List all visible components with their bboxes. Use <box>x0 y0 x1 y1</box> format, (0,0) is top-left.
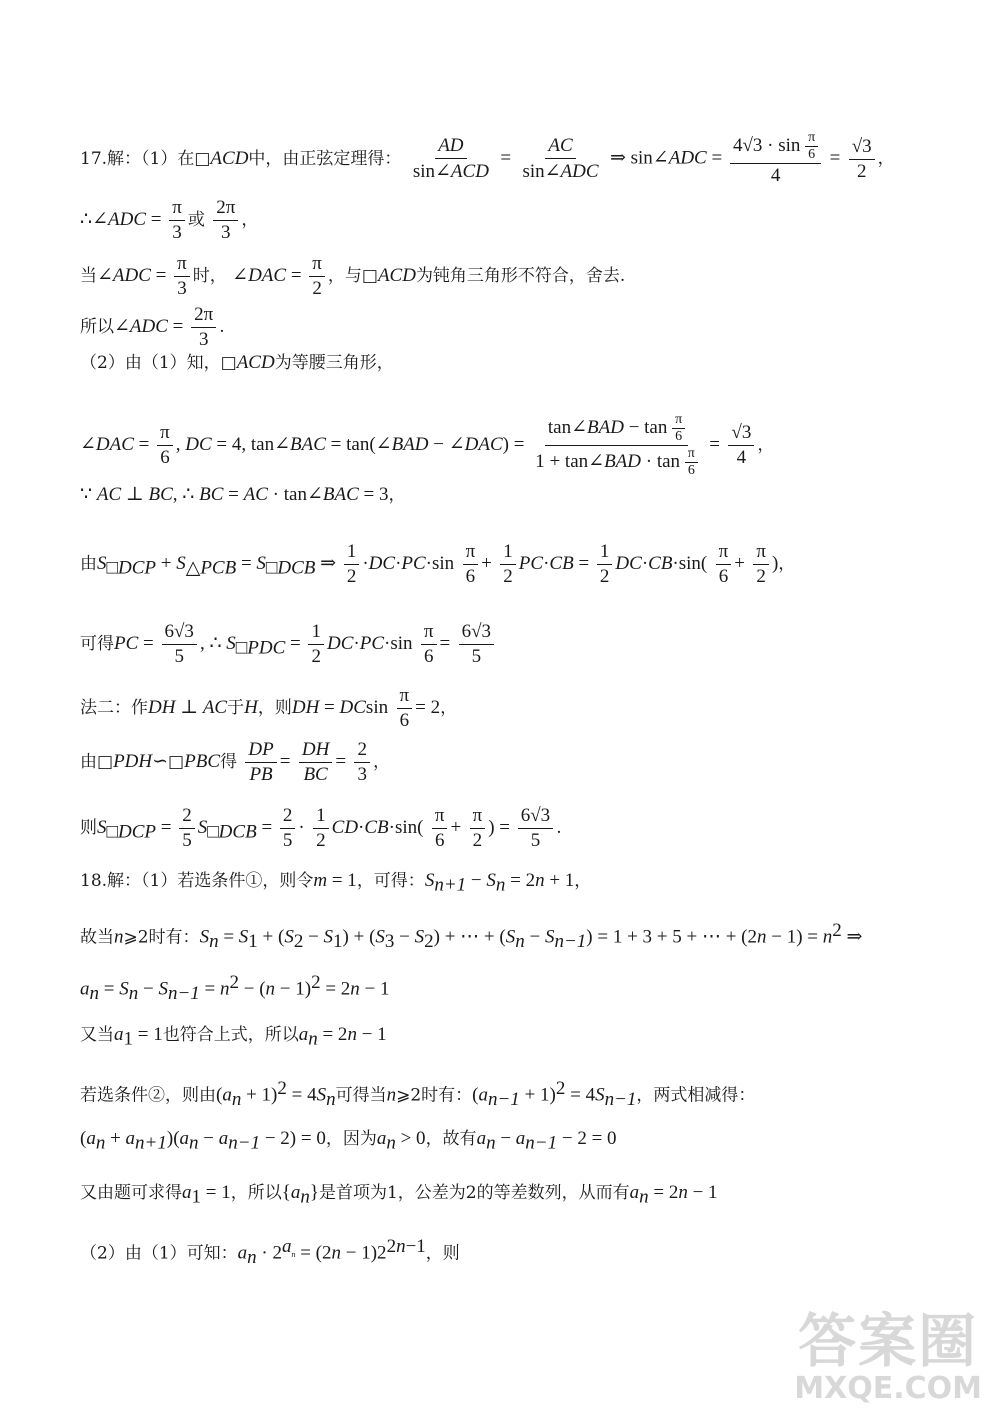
solution-17-line-8: 由$S_{□DCP} + S_{\triangle PCB} = S_{□DCB}$ ⇒ $\frac{1}{2}$ ·DC·PC·sin $\frac{\pi}{6}$ + $\frac{1}{2}$ PC·CB = $\frac{1}{2}$ DC·CB·sin( $\frac{\pi}{6}$ + $\frac{\pi}{2}$ )， <box>80 541 796 587</box>
watermark-brand: 答案圈 <box>798 1307 979 1375</box>
solution-17-line-2: ∴∠ADC = $\frac{\pi}{3}$ 或 $\frac{2\pi}{3}$ ， <box>80 197 259 243</box>
solution-18-line-16: 又当$a_1 = 1$也符合上式，所以$a_n = 2n - 1$ <box>80 1024 387 1050</box>
solution-17-line-6: ∠DAC = $\frac{\pi}{6}$ , DC = 4, tan∠BAC = tan(∠BAD − ∠DAC) = tan∠BAD − tan $\frac{\pi}{6}$ 1 + tan∠BAD · tan $\frac{\pi}{6}$ = $\frac{√3}{4}$ ， <box>80 412 775 478</box>
solution-18-line-17: 若选条件②，则由$(a_n + 1)^2 = 4S_n$可得当n⩾2时有：$(a_{n-1} + 1)^2 = 4S_{n-1}$，两式相减得： <box>80 1078 756 1111</box>
solution-17-line-3: 当∠ADC = $\frac{\pi}{3}$ 时， ∠DAC = $\frac{\pi}{2}$ ，与□ACD为钝角三角形不符合，舍去. <box>80 253 626 299</box>
solution-17-line-1: 17.解：（1）在□ACD中，由正弦定理得： $\frac{AD}{\text{sin∠ACD}}$ = $\frac{AC}{\text{sin∠ADC}}$ ⇒ sin∠ADC = 4√3 · sin $\frac{\pi}{6}$ 4 = $\frac{√3}{2}$ ， <box>80 130 895 186</box>
solution-17-line-10: 法二：作DH ⊥ AC于H，则DH = DCsin $\frac{\pi}{6}$ = 2， <box>80 685 458 731</box>
solution-18-line-18: $(a_n + a_{n+1})(a_n - a_{n-1} - 2) = 0$，因为$a_n > 0$，故有$a_n - a_{n-1} - 2 = 0$ <box>80 1128 617 1154</box>
solution-18-line-15: $a_n = S_n - S_{n-1} = n^2 - (n - 1)^2 = 2n - 1$ <box>80 972 390 1005</box>
solution-17-line-12: 则$S_{□DCP}$ = $\frac{2}{5}$ $S_{□DCB}$ = $\frac{2}{5}$ · $\frac{1}{2}$ CD·CB·sin( $\frac{\pi}{6}$ + $\frac{\pi}{2}$ ) = $\frac{6√3}{5}$ . <box>80 805 562 851</box>
solution-18-line-20: （2）由（1）可知：$a_n \cdot 2^{a_n} = (2n - 1)2^{2n-1}$，则 <box>80 1236 460 1269</box>
solution-18-line-14: 故当n⩾2时有：$S_n = S_1 + (S_2 - S_1) + (S_3 - S_2)$ + ⋯ + $(S_n - S_{n-1}) = 1 + 3 + 5$ + ⋯ + $(2n - 1) = n^2$ ⇒ <box>80 920 863 953</box>
solution-17-line-4: 所以∠ADC = $\frac{2\pi}{3}$ . <box>80 304 225 350</box>
watermark-url: MXQE.COM <box>794 1371 982 1406</box>
solution-17-line-5: （2）由（1）知，□ACD为等腰三角形， <box>80 352 394 373</box>
solution-17-line-11: 由□PDH∽□PBC得 $\frac{DP}{PB}$ = $\frac{DH}{BC}$ = $\frac{2}{3}$ ， <box>80 739 390 785</box>
watermark <box>794 1309 982 1405</box>
solution-18-line-19: 又由题可求得$a_1 = 1$，所以$\{a_n\}$是首项为1，公差为2的等差数列，从而有$a_n = 2n - 1$ <box>80 1182 718 1208</box>
solution-17-line-9: 可得PC = $\frac{6√3}{5}$ , ∴ $S_{□PDC}$ = $\frac{1}{2}$ DC·PC·sin $\frac{\pi}{6}$ = $\frac{6√3}{5}$ <box>80 620 497 669</box>
solution-17-line-7: ∵ AC ⊥ BC, ∴ BC = AC · tan∠BAC = 3， <box>80 484 406 505</box>
solution-18-line-13: 18.解：（1）若选条件①，则令m = 1，可得：$S_{n+1} - S_n = 2n + 1$， <box>80 870 592 896</box>
